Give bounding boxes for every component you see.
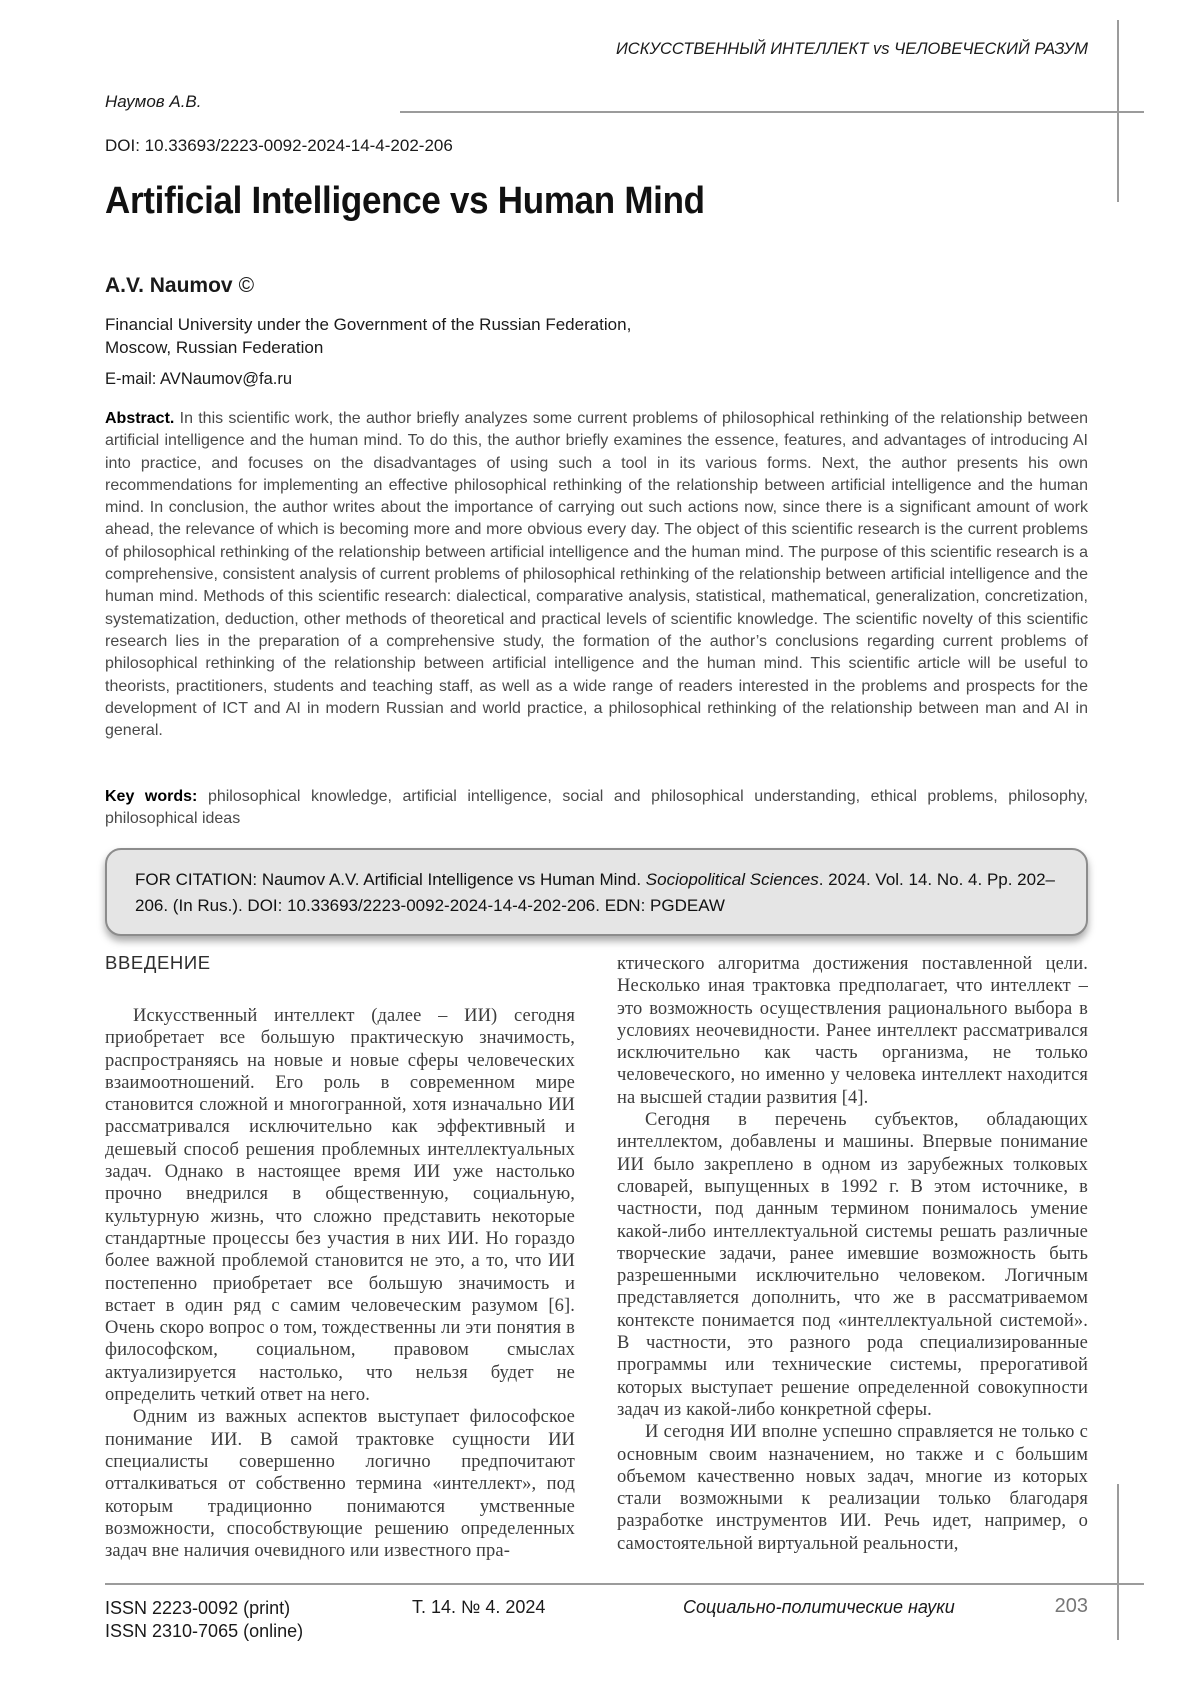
keywords-label: Key words: <box>105 788 198 805</box>
affiliation-line-2: Moscow, Russian Federation <box>105 338 324 357</box>
keywords <box>105 786 1088 831</box>
paragraph: И сегодня ИИ вполне успешно справляется не только с основным своим назначением, но также и с большим объемом качественно новых задач, многие из которых стали возможными к реализации только благодаря разработке инструментов ИИ. Речь идет, например, о самостоятельной виртуальной реальности, <box>617 1422 1088 1554</box>
email-label: E-mail: <box>105 370 157 388</box>
article-title: Artificial Intelligence vs Human Mind <box>105 180 705 222</box>
citation-journal: Sociopolitical Sciences <box>645 870 819 889</box>
footer-journal-name: Социально-политические науки <box>683 1597 955 1617</box>
paragraph: Сегодня в перечень субъектов, обладающих интеллектом, добавлены и машины. Впервые понимание ИИ было закреплено в одном из зарубежных толковых словарей, выпущенных в 1992 г. В этом источнике, в частности, под данным термином понималось умение какой-либо интеллектуальной системы решать различные творческие задачи, ранее имевшие возможность быть разрешенными исключительно человеком. Логичным представляется дополнить, что же в рассматриваемом контексте понимается под «интеллектуальной системой». В частности, это разного рода специализированные программы или технические системы, прерогативой которых выступает решение определенной совокупности задач из какой-либо конкретной сферы. <box>617 1110 1088 1420</box>
running-head: ИСКУССТВЕННЫЙ ИНТЕЛЛЕКТ vs ЧЕЛОВЕЧЕСКИЙ РАЗУМ <box>616 40 1088 58</box>
doi-line: DOI: 10.33693/2223-0092-2024-14-4-202-206 <box>105 136 453 155</box>
footer-volume: Т. 14. № 4. 2024 <box>412 1597 546 1617</box>
corner-mark-bottom <box>1117 1484 1119 1640</box>
issn-print: ISSN 2223-0092 (print) <box>105 1598 291 1618</box>
running-author: Наумов А.В. <box>105 92 202 111</box>
abstract-label: Abstract. <box>105 410 175 427</box>
author-line <box>105 274 254 298</box>
abstract <box>105 408 1088 742</box>
citation-box <box>105 848 1088 936</box>
right-column <box>617 953 1088 1555</box>
citation-suffix: . 2024. Vol. 14. No. 4. Pp. 202–206. (In Rus.). DOI: 10.33693/2223-0092-2024-14-4-202-206. EDN: PGDEAW <box>135 870 1056 915</box>
abstract-text: In this scientific work, the author briefly analyzes some current problems of philosophical rethinking of the relationship between artificial intelligence and the human mind. To do this, the author briefly examines the essence, features, and advantages of introducing AI into practice, and focuses on the disadvantages of using such a tool in its various forms. Next, the author presents his own recommendations for implementing an effective philosophical rethinking of the relationship between artificial intelligence and the human mind. In conclusion, the author writes about the importance of carrying out such actions now, since there is a significant amount of work ahead, the relevance of which is becoming more and more obvious every day. The object of this scientific research is the current problems of philosophical rethinking of the relationship between artificial intelligence and the human mind. The purpose of this scientific research is a comprehensive, consistent analysis of current problems of philosophical rethinking of the relationship between artificial intelligence and the human mind. Methods of this scientific research: dialectical, comparative analysis, statistical, mathematical, generalization, concretization, systematization, deduction, other methods of theoretical and practical levels of scientific knowledge. The scientific novelty of this scientific research lies in the preparation of a comprehensive study, the formation of the author’s conclusions regarding current problems of philosophical rethinking of the relationship between artificial intelligence and the human mind. This scientific article will be useful to theorists, practitioners, students and teaching staff, as well as a wide range of readers interested in the problems and prospects for the development of ICT and AI in modern Russian and world practice, a philosophical rethinking of the relationship between man and AI in general. <box>105 410 1089 740</box>
email-line <box>105 370 292 389</box>
left-column <box>105 953 575 1562</box>
affiliation-line-1: Financial University under the Government of the Russian Federation, <box>105 315 632 334</box>
page-number: 203 <box>1054 1595 1088 1617</box>
header-rule <box>400 111 1144 113</box>
email-address: AVNaumov@fa.ru <box>160 370 293 388</box>
author-name: A.V. Naumov <box>105 274 233 297</box>
section-heading-introduction: ВВЕДЕНИЕ <box>105 952 211 973</box>
paragraph: ктического алгоритма достижения поставленной цели. Несколько иная трактовка предполагает, что интеллект – это возможность осуществления рационального выбора в условиях неочевидности. Ранее интеллект рассматривался исключительно как часть организма, не только человеческого, но именно у человека интеллект находится на высшей стадии развития [4]. <box>617 954 1088 1108</box>
issn-online: ISSN 2310-7065 (online) <box>105 1621 304 1641</box>
paragraph: Одним из важных аспектов выступает философское понимание ИИ. В самой трактовке сущности ИИ специалисты совершенно логично предпочитают отталкиваться от собственно термина «интеллект», под которым традиционно понимаются умственные возможности, способствующие решению определенных задач вне наличия очевидного или известного пра- <box>105 1407 575 1562</box>
keywords-text: philosophical knowledge, artificial intelligence, social and philosophical understanding, ethical problems, philosophy, philosophical ideas <box>105 788 1089 828</box>
footer-issn <box>105 1597 303 1643</box>
copyright-symbol: © <box>238 274 255 297</box>
paragraph: Искусственный интеллект (далее – ИИ) сегодня приобретает все большую практическую значимость, распространяясь на новые и новые сферы человеческих взаимоотношений. Его роль в современном мире становится сложной и многогранной, хотя изначально ИИ рассматривался исключительно как эффективный и дешевый способ решения проблемных интеллектуальных задач. Однако в настоящее время ИИ уже настолько прочно внедрился в общественную, социальную, культурную жизнь, что сложно представить некоторые стандартные процессы без участия в них ИИ. Но гораздо более важной проблемой становится не это, а то, что ИИ постепенно приобретает все большую значимость и встает в один ряд с самим человеческим разумом [6]. Очень скоро вопрос о том, тождественны ли эти понятия в философском, социальном, правовом смыслах актуализируется настолько, что нельзя будет не определить четкий ответ на него. <box>105 1006 575 1406</box>
citation-prefix: FOR CITATION: Naumov A.V. Artificial Intelligence vs Human Mind. <box>135 870 646 889</box>
corner-mark-top <box>1117 20 1119 202</box>
footer-rule <box>105 1583 1144 1585</box>
affiliation <box>105 313 631 359</box>
